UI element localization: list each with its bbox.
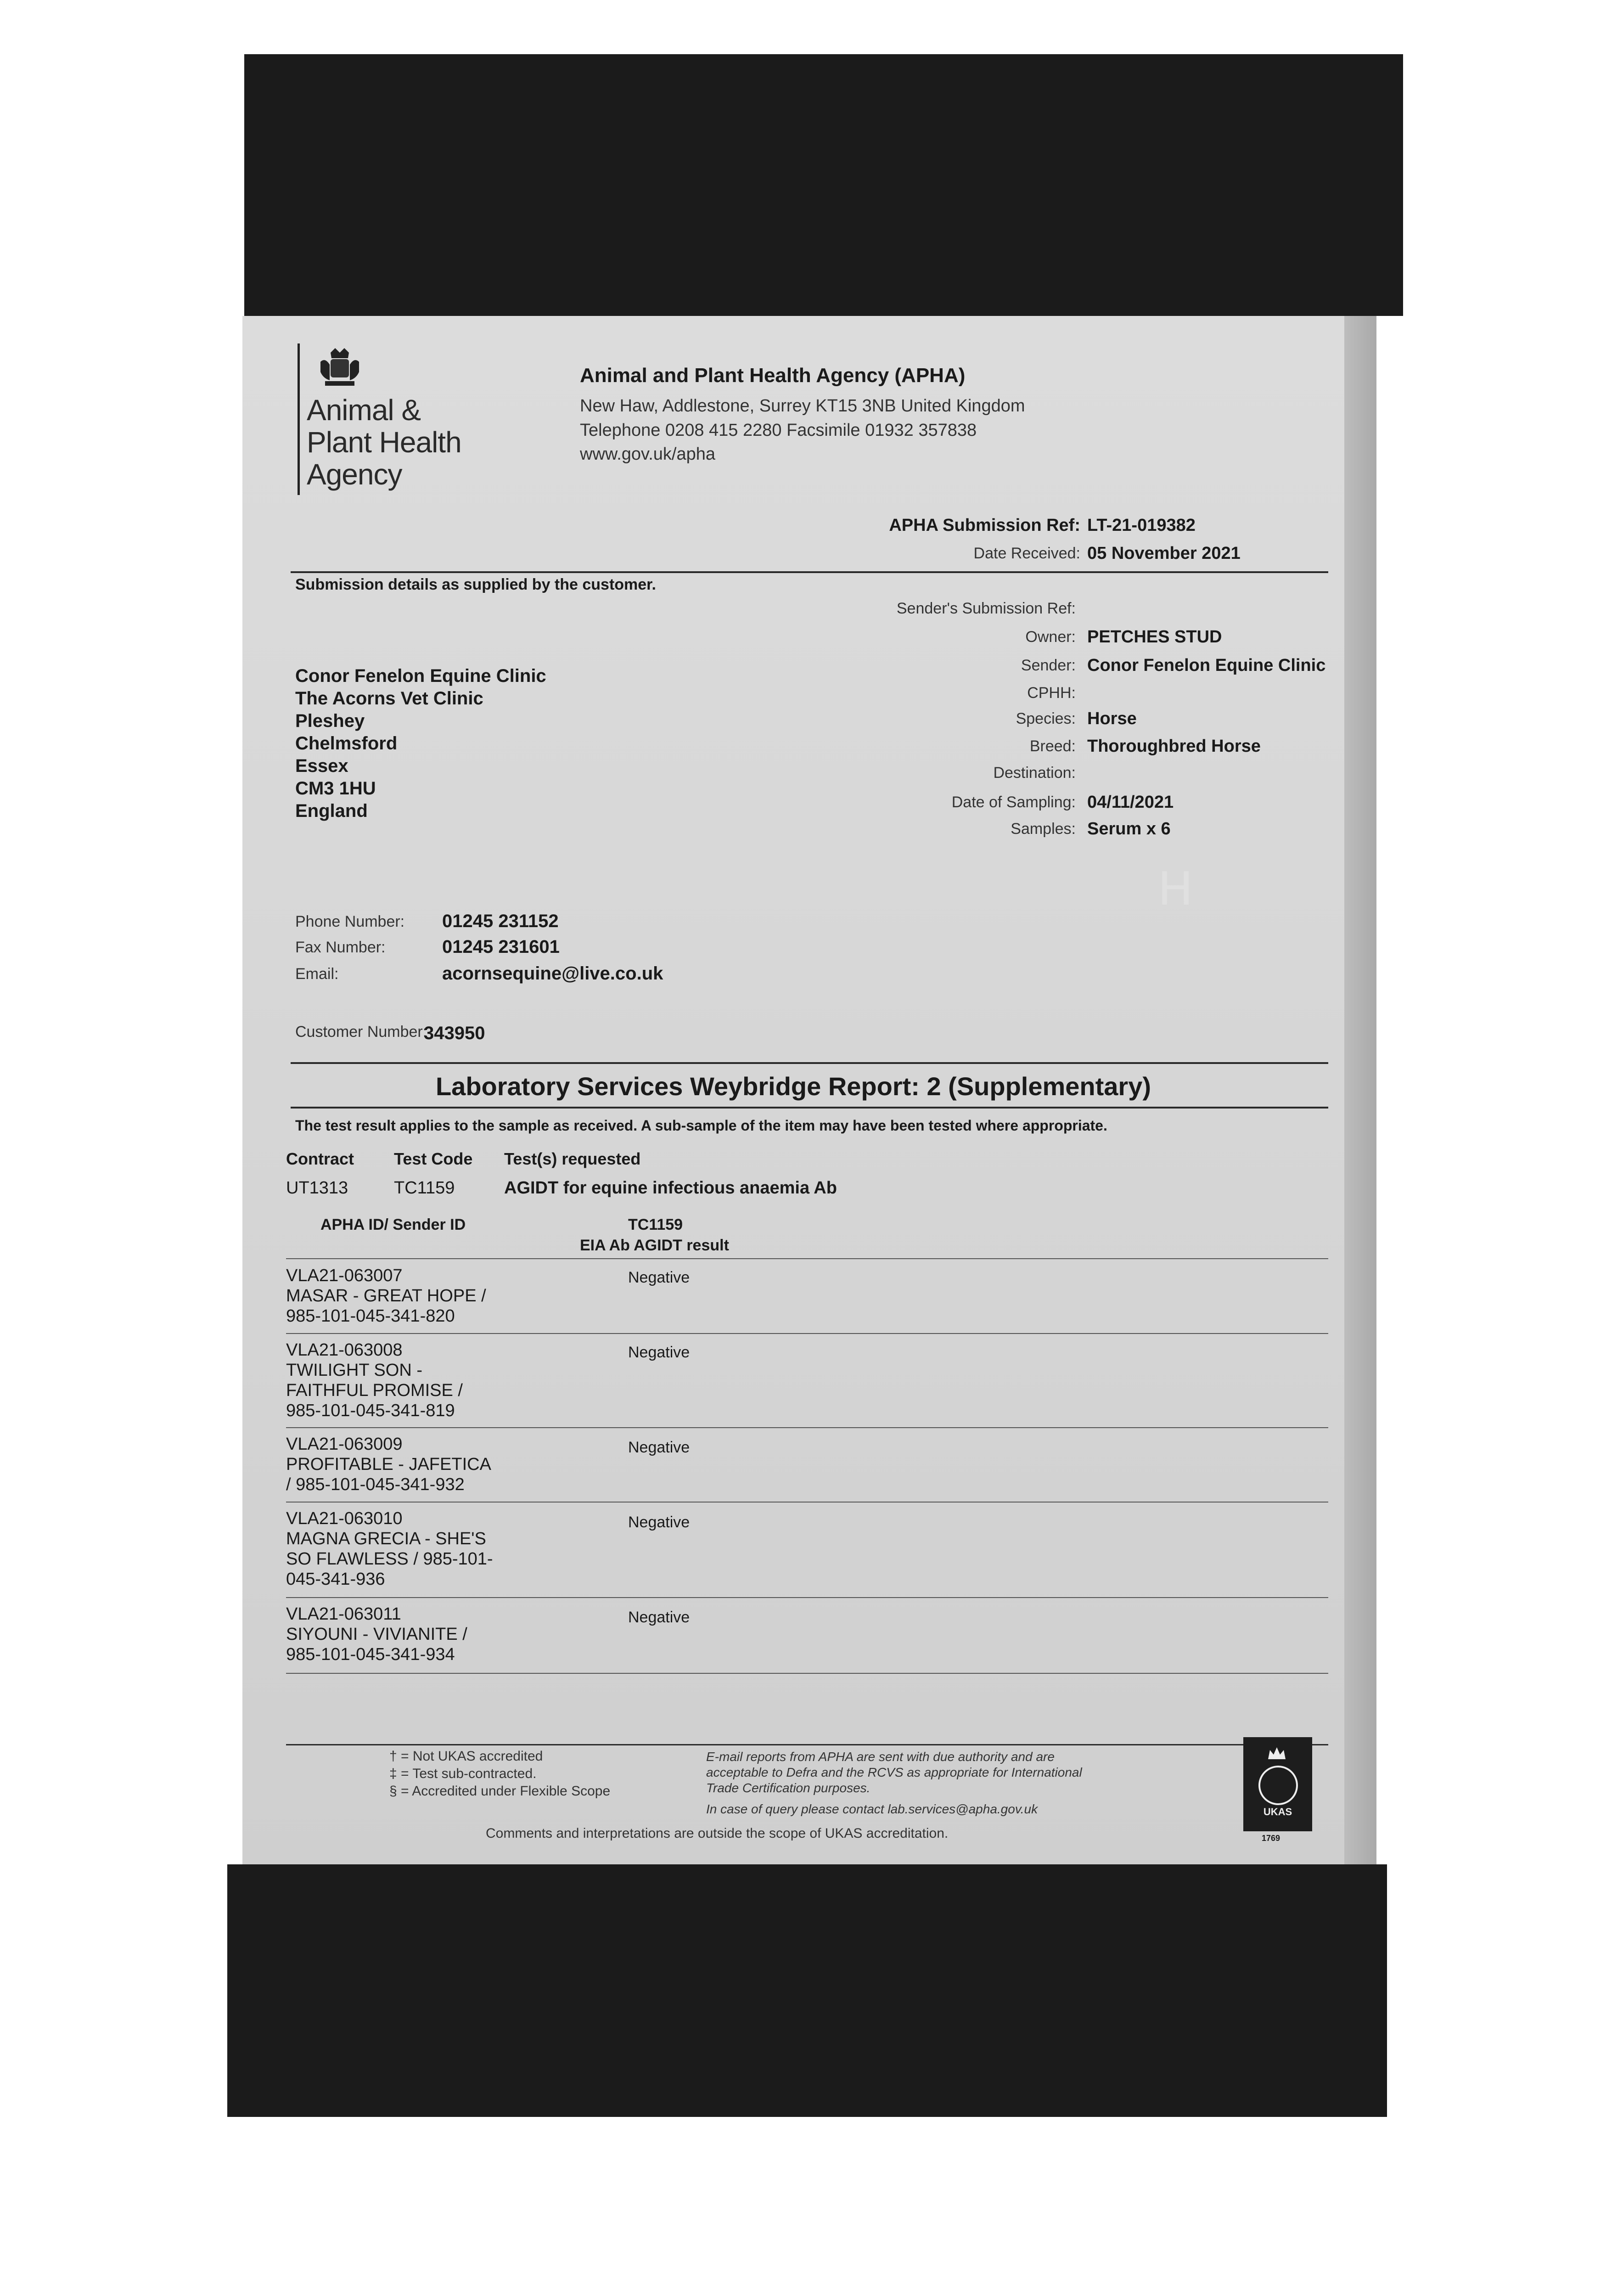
crown-icon	[1267, 1746, 1286, 1761]
phone-label: Phone Number:	[295, 913, 405, 930]
key-sub-contracted: ‡ = Test sub-contracted.	[389, 1766, 537, 1781]
tests-requested-header: Test(s) requested	[504, 1149, 641, 1168]
row-result: Negative	[628, 1609, 690, 1626]
table-row	[286, 1434, 543, 1495]
royal-crest-icon	[317, 348, 363, 389]
detail-value-sender: Conor Fenelon Equine Clinic	[1087, 656, 1326, 675]
row-id-line: VLA21-063009	[286, 1435, 403, 1454]
table-row	[286, 1508, 543, 1589]
row-id-line: 985-101-045-341-819	[286, 1401, 455, 1420]
row-result: Negative	[628, 1439, 690, 1456]
address-line: The Acorns Vet Clinic	[295, 688, 483, 709]
detail-label-cphh: CPHH:	[1027, 684, 1076, 702]
key-flexible-scope: § = Accredited under Flexible Scope	[389, 1784, 611, 1799]
row-id-line: SIYOUNI - VIVIANITE /	[286, 1625, 467, 1644]
row-rule	[286, 1502, 1328, 1503]
submission-ref-label: APHA Submission Ref:	[889, 516, 1080, 535]
agency-telephone: Telephone 0208 415 2280 Facsimile 01932 357838	[580, 421, 977, 440]
email-note-3: Trade Certification purposes.	[706, 1781, 870, 1795]
detail-value-species: Horse	[1087, 709, 1137, 728]
date-received-value: 05 November 2021	[1087, 544, 1241, 563]
address-line: England	[295, 801, 368, 821]
scan-border-top	[244, 54, 1403, 316]
email-value[interactable]: acornsequine@live.co.uk	[442, 963, 663, 984]
contract-value: UT1313	[286, 1178, 348, 1198]
watermark-ghost: ᴴ	[1161, 859, 1191, 936]
logo-text-line-3: Agency	[307, 458, 402, 491]
address-line: Essex	[295, 756, 348, 776]
row-result: Negative	[628, 1344, 690, 1361]
report-document	[242, 316, 1376, 1864]
detail-label-date-of-sampling: Date of Sampling:	[951, 793, 1076, 811]
detail-label-destination: Destination:	[993, 764, 1076, 782]
phone-value: 01245 231152	[442, 911, 559, 931]
test-requested-value: AGIDT for equine infectious anaemia Ab	[504, 1178, 837, 1198]
detail-value-breed: Thoroughbred Horse	[1087, 737, 1261, 756]
row-id-line: MAGNA GRECIA - SHE'S	[286, 1529, 486, 1548]
customer-number-value: 343950	[424, 1023, 485, 1043]
detail-label-samples: Samples:	[1011, 820, 1076, 838]
detail-label-sender: Sender:	[1021, 657, 1076, 674]
logo-text-line-2: Plant Health	[307, 426, 461, 459]
applies-note: The test result applies to the sample as received. A sub-sample of the item may have been tested where appropriate.	[295, 1117, 1107, 1134]
detail-value-owner: PETCHES STUD	[1087, 627, 1222, 647]
fax-value: 01245 231601	[442, 937, 560, 957]
col-header-result-code: TC1159	[628, 1216, 683, 1233]
fax-label: Fax Number:	[295, 939, 386, 956]
col-header-result-name: EIA Ab AGIDT result	[580, 1237, 729, 1254]
customer-number-label: Customer Number:	[295, 1023, 427, 1041]
row-id-line: / 985-101-045-341-932	[286, 1475, 465, 1494]
row-rule	[286, 1673, 1328, 1674]
email-label: Email:	[295, 965, 339, 983]
row-id-line: SO FLAWLESS / 985-101-	[286, 1549, 493, 1569]
row-id-line: 985-101-045-341-934	[286, 1645, 455, 1664]
row-rule	[286, 1427, 1328, 1428]
row-result: Negative	[628, 1269, 690, 1286]
col-header-id: APHA ID/ Sender ID	[320, 1216, 466, 1233]
comments-note: Comments and interpretations are outside the scope of UKAS accreditation.	[486, 1826, 949, 1841]
test-code-header: Test Code	[394, 1149, 473, 1168]
agency-website[interactable]: www.gov.uk/apha	[580, 445, 716, 464]
customer-address	[295, 665, 546, 822]
row-id-line: PROFITABLE - JAFETICA	[286, 1455, 491, 1474]
ukas-tick-icon	[1258, 1766, 1298, 1805]
row-id-line: FAITHFUL PROMISE /	[286, 1381, 463, 1400]
table-row	[286, 1266, 543, 1326]
row-id-line: VLA21-063010	[286, 1509, 403, 1528]
key-not-accredited: † = Not UKAS accredited	[389, 1749, 543, 1764]
contract-header: Contract	[286, 1149, 354, 1168]
row-id-line: 985-101-045-341-820	[286, 1306, 455, 1326]
email-note-1: E-mail reports from APHA are sent with due authority and are	[706, 1750, 1055, 1764]
row-id-line: VLA21-063007	[286, 1266, 403, 1285]
submission-details-heading: Submission details as supplied by the customer.	[295, 576, 656, 593]
address-line: Pleshey	[295, 711, 365, 731]
detail-value-samples: Serum x 6	[1087, 819, 1171, 838]
table-row	[286, 1340, 543, 1421]
detail-label-owner: Owner:	[1025, 628, 1076, 646]
detail-label-sender-ref: Sender's Submission Ref:	[896, 600, 1076, 617]
table-row	[286, 1604, 543, 1665]
report-divider-bottom	[291, 1107, 1328, 1109]
logo-text-line-1: Animal &	[307, 394, 421, 427]
submission-ref-value: LT-21-019382	[1087, 516, 1196, 535]
detail-label-species: Species:	[1016, 710, 1076, 727]
logo-rule	[298, 343, 300, 495]
row-id-line: 045-341-936	[286, 1570, 385, 1589]
row-rule	[286, 1597, 1328, 1598]
test-code-value: TC1159	[394, 1178, 455, 1198]
footer-divider	[286, 1744, 1328, 1745]
row-id-line: VLA21-063008	[286, 1340, 403, 1360]
table-header-rule	[286, 1258, 1328, 1259]
ukas-mark	[1243, 1737, 1312, 1831]
row-id-line: MASAR - GREAT HOPE /	[286, 1286, 486, 1306]
ukas-label: UKAS	[1263, 1806, 1292, 1818]
report-divider-top	[291, 1062, 1328, 1064]
row-rule	[286, 1333, 1328, 1334]
header-divider	[291, 571, 1328, 573]
date-received-label: Date Received:	[973, 545, 1080, 562]
report-title: Laboratory Services Weybridge Report: 2 (Supplementary)	[435, 1072, 1151, 1101]
address-line: Chelmsford	[295, 733, 398, 754]
apha-logo	[298, 343, 490, 500]
row-result: Negative	[628, 1514, 690, 1531]
agency-name: Animal and Plant Health Agency (APHA)	[580, 364, 966, 387]
address-line: Conor Fenelon Equine Clinic	[295, 666, 546, 686]
row-id-line: TWILIGHT SON -	[286, 1361, 422, 1380]
query-note: In case of query please contact lab.services@apha.gov.uk	[706, 1802, 1038, 1816]
ukas-number: 1769	[1262, 1834, 1280, 1843]
detail-label-breed: Breed:	[1029, 737, 1076, 755]
agency-address: New Haw, Addlestone, Surrey KT15 3NB United Kingdom	[580, 396, 1025, 416]
email-note-2: acceptable to Defra and the RCVS as appropriate for International	[706, 1765, 1082, 1779]
row-id-line: VLA21-063011	[286, 1604, 401, 1624]
scan-border-bottom	[227, 1864, 1387, 2117]
address-line: CM3 1HU	[295, 778, 376, 799]
detail-value-date-of-sampling: 04/11/2021	[1087, 793, 1174, 812]
scan-edge-shadow	[1344, 316, 1376, 1864]
